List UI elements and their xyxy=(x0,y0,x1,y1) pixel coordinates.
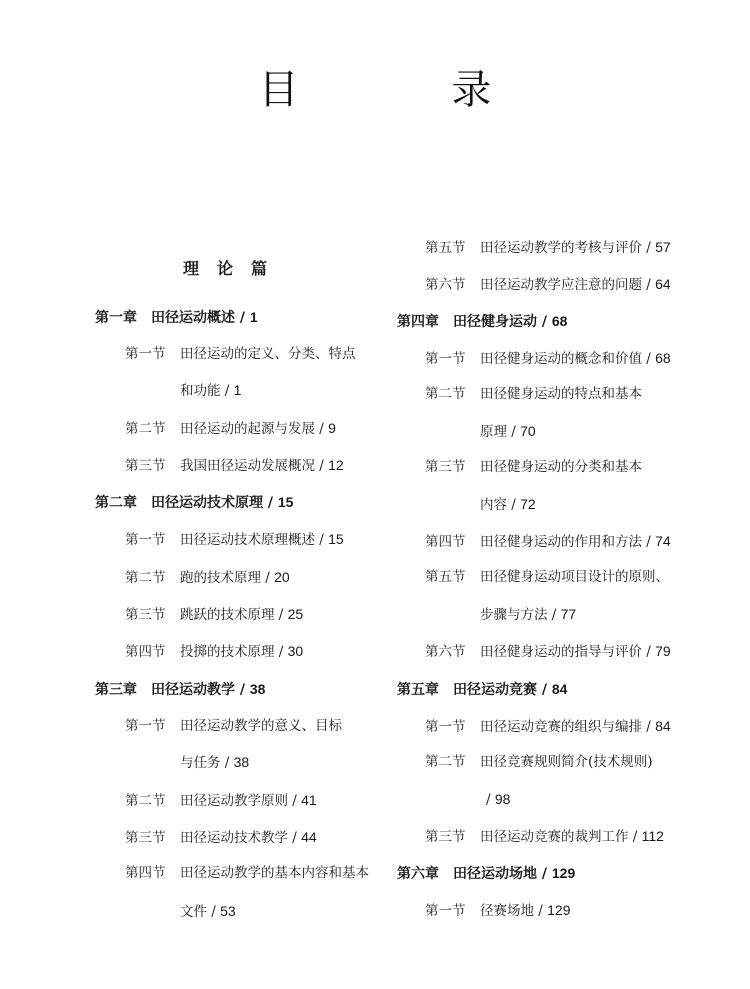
section-label: 第六节 xyxy=(425,644,466,660)
toc-section[interactable] xyxy=(425,532,671,551)
toc-section[interactable] xyxy=(125,717,342,735)
toc-section[interactable] xyxy=(425,458,642,476)
section-title: / xyxy=(486,792,495,808)
page-number: 68 xyxy=(551,313,568,329)
toc-chapter-6[interactable] xyxy=(397,864,575,883)
toc-section-continuation[interactable] xyxy=(480,605,576,624)
section-title: 田径健身运动的指导与评价 / xyxy=(480,644,656,660)
chapter-title: 田径运动教学 / xyxy=(151,682,250,698)
toc-section[interactable] xyxy=(425,827,664,846)
page-number: 79 xyxy=(655,643,671,659)
chapter-label: 第四章 xyxy=(397,314,439,330)
section-title: 田径运动教学原则 / xyxy=(180,793,302,809)
page-number: 129 xyxy=(547,902,571,918)
section-label: 第四节 xyxy=(425,534,466,550)
section-title: 径赛场地 / xyxy=(480,903,548,919)
toc-chapter-3[interactable] xyxy=(95,680,265,699)
section-label: 第三节 xyxy=(425,459,466,475)
section-label: 第四节 xyxy=(125,644,166,660)
section-title: 田径健身运动的分类和基本 xyxy=(480,459,642,475)
section-title: 田径运动技术教学 / xyxy=(180,830,302,846)
section-title: 田径运动教学的意义、目标 xyxy=(180,718,342,734)
toc-section[interactable] xyxy=(425,717,671,736)
chapter-title: 田径运动概述 / xyxy=(151,310,250,326)
section-label: 第五节 xyxy=(425,569,466,585)
section-label: 第二节 xyxy=(125,570,166,586)
page-number: 25 xyxy=(287,606,304,622)
section-title: 田径健身运动项目设计的原则、 xyxy=(480,569,669,585)
page-number: 74 xyxy=(655,533,671,549)
page-number: 53 xyxy=(220,903,236,919)
section-title: 田径运动教学的考核与评价 / xyxy=(480,240,656,256)
page-number: 15 xyxy=(328,531,344,547)
section-label: 第三节 xyxy=(125,607,166,623)
chapter-label: 第二章 xyxy=(95,495,137,511)
chapter-title: 田径运动竞赛 / xyxy=(453,682,552,698)
toc-section-continuation[interactable] xyxy=(180,381,241,400)
toc-section[interactable] xyxy=(125,419,336,438)
section-title: 和功能 / xyxy=(180,383,234,399)
toc-section-continuation[interactable] xyxy=(180,902,236,921)
toc-section[interactable] xyxy=(425,238,671,257)
section-label: 第一节 xyxy=(425,351,466,367)
page-number: 64 xyxy=(655,276,671,292)
chapter-label: 第五章 xyxy=(397,682,439,698)
toc-section[interactable] xyxy=(425,753,653,771)
section-title: 田径运动的定义、分类、特点 xyxy=(180,346,356,362)
page-number: 9 xyxy=(328,420,336,436)
toc-section[interactable] xyxy=(125,864,369,882)
toc-section[interactable] xyxy=(425,385,642,403)
toc-section[interactable] xyxy=(125,568,290,587)
page-number: 57 xyxy=(655,239,671,255)
chapter-title: 田径运动场地 / xyxy=(453,866,552,882)
page-number: 70 xyxy=(520,423,536,439)
section-label: 第二节 xyxy=(125,421,166,437)
page-number: 20 xyxy=(274,569,290,585)
chapter-title: 田径健身运动 / xyxy=(453,314,552,330)
chapter-label: 第三章 xyxy=(95,682,137,698)
section-title: 田径运动的起源与发展 / xyxy=(180,421,329,437)
toc-section-continuation[interactable] xyxy=(486,790,510,809)
section-title: 田径运动教学的基本内容和基本 xyxy=(180,865,369,881)
section-title: 田径运动竞赛的组织与编排 / xyxy=(480,719,656,735)
section-title: 田径运动技术原理概述 / xyxy=(180,532,329,548)
page-number: 77 xyxy=(560,606,577,622)
section-title: 田径运动教学应注意的问题 / xyxy=(480,277,656,293)
page-number: 129 xyxy=(551,865,576,881)
toc-section[interactable] xyxy=(425,349,671,368)
section-title: 田径竞赛规则简介(技术规则) xyxy=(480,754,653,770)
section-label: 第三节 xyxy=(425,829,466,845)
section-label: 第一节 xyxy=(125,346,166,362)
page-number: 38 xyxy=(249,681,266,697)
toc-section[interactable] xyxy=(425,901,571,920)
toc-section-continuation[interactable] xyxy=(180,753,249,772)
section-title: 田径健身运动的作用和方法 / xyxy=(480,534,656,550)
section-title: 内容 / xyxy=(480,497,521,513)
page-number: 112 xyxy=(641,828,664,844)
section-title: 田径运动竞赛的裁判工作 / xyxy=(480,829,642,845)
page-number: 84 xyxy=(655,718,671,734)
chapter-title: 田径运动技术原理 / xyxy=(151,495,278,511)
section-label: 第二节 xyxy=(425,386,466,402)
toc-chapter-2[interactable] xyxy=(95,493,293,512)
section-label: 第一节 xyxy=(425,719,466,735)
toc-section[interactable] xyxy=(125,642,303,661)
page-number: 38 xyxy=(233,754,250,770)
toc-section[interactable] xyxy=(425,275,671,294)
toc-chapter-4[interactable] xyxy=(397,312,567,331)
section-label: 第一节 xyxy=(125,532,166,548)
page-number: 84 xyxy=(551,681,568,697)
page-number: 98 xyxy=(494,791,511,807)
page-number: 1 xyxy=(249,309,258,325)
section-label: 第二节 xyxy=(425,754,466,770)
toc-section[interactable] xyxy=(425,642,671,661)
page-title: 目 录 xyxy=(258,67,562,113)
toc-section[interactable] xyxy=(125,456,344,475)
section-label: 第三节 xyxy=(125,830,166,846)
section-title: 跑的技术原理 / xyxy=(180,570,275,586)
page-number: 41 xyxy=(301,792,317,808)
section-label: 第一节 xyxy=(425,903,466,919)
toc-chapter-5[interactable] xyxy=(397,680,567,699)
section-label: 第四节 xyxy=(125,865,166,881)
toc-section-continuation[interactable] xyxy=(480,495,536,514)
page-number: 30 xyxy=(287,643,304,659)
section-title: 与任务 / xyxy=(180,755,234,771)
section-title: 我国田径运动发展概况 / xyxy=(180,458,329,474)
section-label: 第六节 xyxy=(425,277,466,293)
section-label: 第二节 xyxy=(125,793,166,809)
toc-section-continuation[interactable] xyxy=(480,422,536,441)
section-title: 田径健身运动的特点和基本 xyxy=(480,386,642,402)
page-number: 72 xyxy=(520,496,536,512)
page-number: 1 xyxy=(233,382,242,398)
section-title: 文件 / xyxy=(180,904,221,920)
section-title: 田径健身运动的概念和价值 / xyxy=(480,351,656,367)
section-label: 第五节 xyxy=(425,240,466,256)
section-title: 原理 / xyxy=(480,424,521,440)
page-number: 15 xyxy=(277,494,294,510)
toc-section[interactable] xyxy=(125,791,317,810)
toc-section[interactable] xyxy=(125,605,303,624)
toc-section[interactable] xyxy=(425,568,669,586)
chapter-label: 第六章 xyxy=(397,866,439,882)
chapter-label: 第一章 xyxy=(95,310,137,326)
section-label: 第三节 xyxy=(125,458,166,474)
toc-chapter-1[interactable] xyxy=(95,308,258,327)
part-title: 理论篇 xyxy=(183,259,286,278)
toc-section[interactable] xyxy=(125,828,317,847)
page-number: 44 xyxy=(301,829,317,845)
section-label: 第一节 xyxy=(125,718,166,734)
section-title: 投掷的技术原理 / xyxy=(180,644,288,660)
page-number: 68 xyxy=(655,350,671,366)
toc-section[interactable] xyxy=(125,530,344,549)
section-title: 跳跃的技术原理 / xyxy=(180,607,288,623)
page-number: 12 xyxy=(328,457,344,473)
toc-section[interactable] xyxy=(125,345,356,363)
section-title: 步骤与方法 / xyxy=(480,607,561,623)
